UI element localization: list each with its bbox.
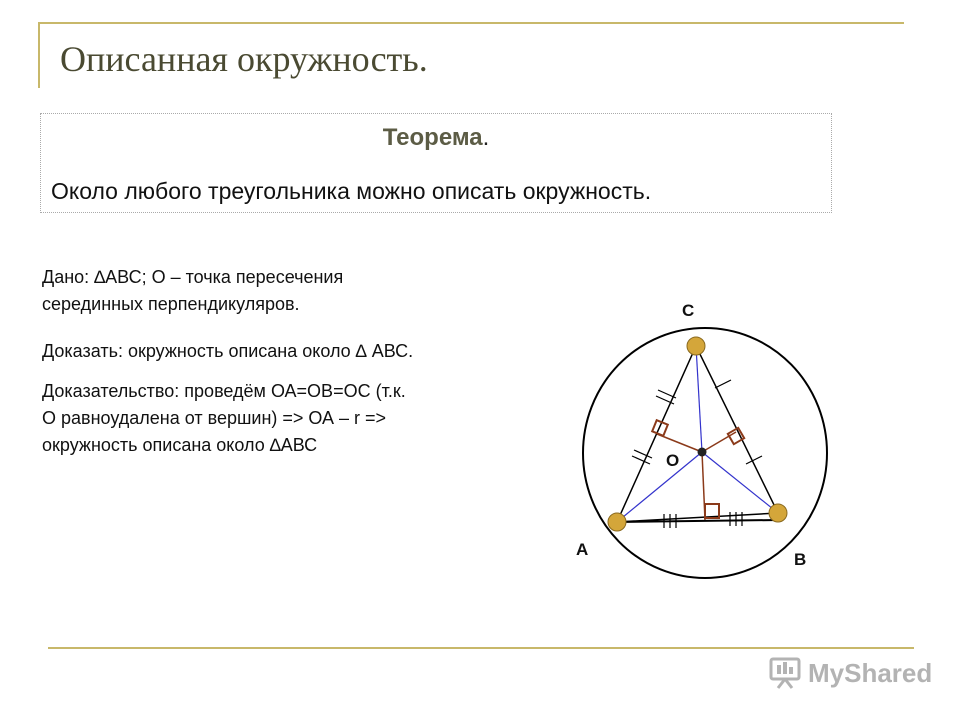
proof-text: Доказательство: проведём ОА=ОВ=ОС (т.к. О равноудалена от вершин) => ОА – r => окружность описана около ∆АВС bbox=[42, 381, 406, 455]
vertex-A bbox=[608, 513, 626, 531]
myshared-logo bbox=[768, 656, 932, 690]
frame-top-line bbox=[38, 22, 904, 24]
label-O: О bbox=[666, 451, 680, 470]
label-C: С bbox=[682, 301, 695, 320]
theorem-statement: Около любого треугольника можно описать окружность. bbox=[51, 178, 652, 204]
given-text: Дано: ∆АВС; О – точка пересечения серединных перпендикуляров. bbox=[42, 267, 344, 314]
vertex-B bbox=[769, 504, 787, 522]
bottom-line bbox=[48, 647, 914, 649]
vertex-C bbox=[687, 337, 705, 355]
perpendicular-BC bbox=[702, 432, 736, 452]
theorem-heading: Теорема. bbox=[382, 124, 490, 151]
slide-title: Описанная окружность. bbox=[60, 39, 428, 79]
logo-text: MyShared bbox=[808, 657, 933, 688]
theorem-box bbox=[40, 113, 832, 213]
prove-text: Доказать: окружность описана около ∆ АВС. bbox=[42, 341, 414, 361]
label-A: А bbox=[576, 540, 589, 559]
center-O bbox=[698, 448, 707, 457]
radius-OC bbox=[696, 346, 702, 452]
label-B: В bbox=[794, 550, 807, 569]
triangle-circle-diagram bbox=[560, 290, 850, 590]
presentation-icon bbox=[768, 656, 802, 690]
theorem-heading-word: Теорема bbox=[382, 124, 483, 151]
radius-OA bbox=[617, 452, 702, 522]
ticks-BC bbox=[715, 380, 762, 464]
frame-left-line bbox=[38, 22, 40, 88]
